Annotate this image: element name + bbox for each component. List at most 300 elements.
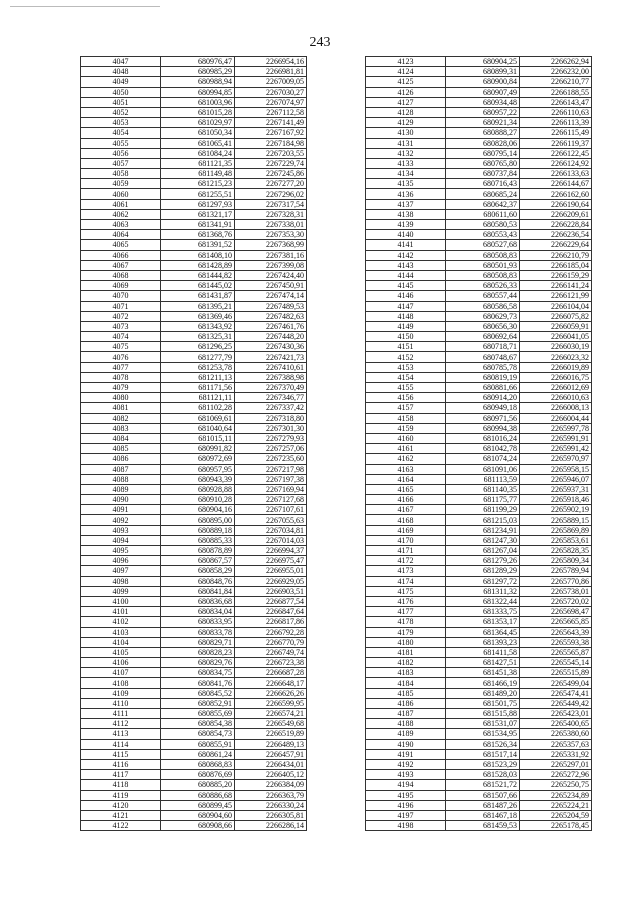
x-coordinate-cell: 681466,19 [446, 678, 520, 688]
x-coordinate-cell: 680795,14 [446, 148, 520, 158]
point-number-cell: 4162 [366, 454, 446, 464]
point-number-cell: 4068 [81, 270, 161, 280]
table-row [81, 658, 307, 668]
y-coordinate-cell: 2267461,76 [235, 321, 307, 331]
table-row [81, 332, 307, 342]
x-coordinate-cell: 681140,35 [446, 484, 520, 494]
y-coordinate-cell: 2266954,16 [235, 57, 307, 67]
point-number-cell: 4128 [366, 107, 446, 117]
y-coordinate-cell: 2265991,91 [520, 433, 592, 443]
x-coordinate-cell: 680508,83 [446, 270, 520, 280]
y-coordinate-cell: 2267197,38 [235, 474, 307, 484]
x-coordinate-cell: 680921,34 [446, 118, 520, 128]
y-coordinate-cell: 2266143,47 [520, 97, 592, 107]
y-coordinate-cell: 2267346,77 [235, 393, 307, 403]
table-row [81, 607, 307, 617]
table-row [366, 729, 592, 739]
x-coordinate-cell: 680876,69 [161, 770, 235, 780]
y-coordinate-cell: 2267370,49 [235, 383, 307, 393]
table-row [81, 158, 307, 168]
table-row [81, 637, 307, 647]
x-coordinate-cell: 680629,73 [446, 311, 520, 321]
page-number: 243 [309, 35, 331, 50]
y-coordinate-cell: 2267317,54 [235, 199, 307, 209]
x-coordinate-cell: 681487,26 [446, 800, 520, 810]
y-coordinate-cell: 2266229,64 [520, 240, 592, 250]
x-coordinate-cell: 681121,11 [161, 393, 235, 403]
point-number-cell: 4105 [81, 647, 161, 657]
table-row [81, 301, 307, 311]
x-coordinate-cell: 680855,91 [161, 739, 235, 749]
table-row [366, 169, 592, 179]
table-row [366, 688, 592, 698]
scan-edge-line [10, 6, 160, 7]
y-coordinate-cell: 2267410,61 [235, 362, 307, 372]
y-coordinate-cell: 2267489,53 [235, 301, 307, 311]
table-row [81, 118, 307, 128]
table-row [366, 637, 592, 647]
table-row [81, 688, 307, 698]
coordinates-table-right [365, 56, 592, 831]
x-coordinate-cell: 680834,75 [161, 668, 235, 678]
x-coordinate-cell: 681322,44 [446, 596, 520, 606]
point-number-cell: 4189 [366, 729, 446, 739]
x-coordinate-cell: 681091,06 [446, 464, 520, 474]
x-coordinate-cell: 680991,82 [161, 444, 235, 454]
point-number-cell: 4150 [366, 332, 446, 342]
point-number-cell: 4158 [366, 413, 446, 423]
table-row [81, 179, 307, 189]
table-row [81, 433, 307, 443]
x-coordinate-cell: 680904,16 [161, 505, 235, 515]
y-coordinate-cell: 2266687,28 [235, 668, 307, 678]
table-row [366, 97, 592, 107]
point-number-cell: 4169 [366, 525, 446, 535]
x-coordinate-cell: 680855,69 [161, 709, 235, 719]
point-number-cell: 4140 [366, 230, 446, 240]
x-coordinate-cell: 681175,77 [446, 495, 520, 505]
table-row [81, 464, 307, 474]
x-coordinate-cell: 681369,46 [161, 311, 235, 321]
point-number-cell: 4176 [366, 596, 446, 606]
point-number-cell: 4066 [81, 250, 161, 260]
y-coordinate-cell: 2265738,01 [520, 586, 592, 596]
point-number-cell: 4119 [81, 790, 161, 800]
y-coordinate-cell: 2267381,16 [235, 250, 307, 260]
point-number-cell: 4106 [81, 658, 161, 668]
y-coordinate-cell: 2267368,99 [235, 240, 307, 250]
point-number-cell: 4139 [366, 220, 446, 230]
table-row [366, 77, 592, 87]
x-coordinate-cell: 680861,24 [161, 749, 235, 759]
table-row [366, 678, 592, 688]
x-coordinate-cell: 681451,38 [446, 668, 520, 678]
point-number-cell: 4136 [366, 189, 446, 199]
point-number-cell: 4155 [366, 383, 446, 393]
table-row [81, 423, 307, 433]
point-number-cell: 4055 [81, 138, 161, 148]
point-number-cell: 4101 [81, 607, 161, 617]
y-coordinate-cell: 2266110,63 [520, 107, 592, 117]
table-row [81, 311, 307, 321]
y-coordinate-cell: 2267235,60 [235, 454, 307, 464]
point-number-cell: 4178 [366, 617, 446, 627]
y-coordinate-cell: 2266236,54 [520, 230, 592, 240]
x-coordinate-cell: 681501,75 [446, 698, 520, 708]
table-row [81, 566, 307, 576]
table-row [366, 291, 592, 301]
point-number-cell: 4109 [81, 688, 161, 698]
table-row [81, 230, 307, 240]
y-coordinate-cell: 2266019,89 [520, 362, 592, 372]
x-coordinate-cell: 681368,76 [161, 230, 235, 240]
table-row [81, 67, 307, 77]
table-row [81, 148, 307, 158]
x-coordinate-cell: 680888,27 [446, 128, 520, 138]
x-coordinate-cell: 681515,88 [446, 709, 520, 719]
y-coordinate-cell: 2265204,59 [520, 810, 592, 820]
y-coordinate-cell: 2265970,97 [520, 454, 592, 464]
point-number-cell: 4063 [81, 220, 161, 230]
y-coordinate-cell: 2266981,81 [235, 67, 307, 77]
point-number-cell: 4087 [81, 464, 161, 474]
point-number-cell: 4127 [366, 97, 446, 107]
table-row [81, 749, 307, 759]
table-row [81, 505, 307, 515]
x-coordinate-cell: 681523,29 [446, 759, 520, 769]
table-row [366, 179, 592, 189]
x-coordinate-cell: 681353,17 [446, 617, 520, 627]
y-coordinate-cell: 2266817,86 [235, 617, 307, 627]
x-coordinate-cell: 680976,47 [161, 57, 235, 67]
table-row [81, 790, 307, 800]
y-coordinate-cell: 2267055,63 [235, 515, 307, 525]
point-number-cell: 4115 [81, 749, 161, 759]
table-row [366, 576, 592, 586]
x-coordinate-cell: 681445,02 [161, 281, 235, 291]
y-coordinate-cell: 2265918,46 [520, 495, 592, 505]
table-row [366, 444, 592, 454]
table-row [366, 158, 592, 168]
x-coordinate-cell: 680527,68 [446, 240, 520, 250]
x-coordinate-cell: 681211,13 [161, 372, 235, 382]
y-coordinate-cell: 2267450,91 [235, 281, 307, 291]
table-row [366, 148, 592, 158]
point-number-cell: 4057 [81, 158, 161, 168]
table-row [366, 790, 592, 800]
table-row [81, 199, 307, 209]
table-row [366, 250, 592, 260]
x-coordinate-cell: 680899,31 [446, 67, 520, 77]
table-row [366, 495, 592, 505]
x-coordinate-cell: 681247,30 [446, 535, 520, 545]
table-row [81, 169, 307, 179]
table-row [81, 362, 307, 372]
y-coordinate-cell: 2266877,54 [235, 596, 307, 606]
table-row [366, 464, 592, 474]
table-row [366, 403, 592, 413]
y-coordinate-cell: 2265720,02 [520, 596, 592, 606]
table-row [81, 220, 307, 230]
y-coordinate-cell: 2266286,14 [235, 821, 307, 831]
x-coordinate-cell: 681040,64 [161, 423, 235, 433]
point-number-cell: 4175 [366, 586, 446, 596]
y-coordinate-cell: 2265331,92 [520, 749, 592, 759]
y-coordinate-cell: 2266749,74 [235, 647, 307, 657]
point-number-cell: 4144 [366, 270, 446, 280]
point-number-cell: 4129 [366, 118, 446, 128]
table-row [81, 209, 307, 219]
table-row [81, 281, 307, 291]
x-coordinate-cell: 680765,80 [446, 158, 520, 168]
point-number-cell: 4090 [81, 495, 161, 505]
point-number-cell: 4088 [81, 474, 161, 484]
y-coordinate-cell: 2267245,86 [235, 169, 307, 179]
table-row [81, 240, 307, 250]
y-coordinate-cell: 2266489,13 [235, 739, 307, 749]
y-coordinate-cell: 2266994,37 [235, 546, 307, 556]
y-coordinate-cell: 2266185,04 [520, 260, 592, 270]
x-coordinate-cell: 680718,71 [446, 342, 520, 352]
y-coordinate-cell: 2266770,79 [235, 637, 307, 647]
table-row [81, 454, 307, 464]
table-row [366, 107, 592, 117]
x-coordinate-cell: 681050,34 [161, 128, 235, 138]
table-row [366, 423, 592, 433]
point-number-cell: 4185 [366, 688, 446, 698]
x-coordinate-cell: 680586,58 [446, 301, 520, 311]
y-coordinate-cell: 2267279,93 [235, 433, 307, 443]
x-coordinate-cell: 681333,75 [446, 607, 520, 617]
x-coordinate-cell: 681534,95 [446, 729, 520, 739]
y-coordinate-cell: 2266405,12 [235, 770, 307, 780]
y-coordinate-cell: 2265946,07 [520, 474, 592, 484]
x-coordinate-cell: 680611,60 [446, 209, 520, 219]
x-coordinate-cell: 681029,97 [161, 118, 235, 128]
point-number-cell: 4102 [81, 617, 161, 627]
table-row [366, 220, 592, 230]
y-coordinate-cell: 2267424,40 [235, 270, 307, 280]
point-number-cell: 4076 [81, 352, 161, 362]
x-coordinate-cell: 680957,95 [161, 464, 235, 474]
table-row [366, 138, 592, 148]
y-coordinate-cell: 2267112,58 [235, 107, 307, 117]
table-row [81, 678, 307, 688]
x-coordinate-cell: 681489,20 [446, 688, 520, 698]
table-row [366, 57, 592, 67]
point-number-cell: 4135 [366, 179, 446, 189]
x-coordinate-cell: 680852,91 [161, 698, 235, 708]
x-coordinate-cell: 680829,71 [161, 637, 235, 647]
table-row [81, 107, 307, 117]
table-row [81, 770, 307, 780]
point-number-cell: 4122 [81, 821, 161, 831]
x-coordinate-cell: 681431,87 [161, 291, 235, 301]
x-coordinate-cell: 680848,76 [161, 576, 235, 586]
y-coordinate-cell: 2265474,41 [520, 688, 592, 698]
x-coordinate-cell: 681521,72 [446, 780, 520, 790]
point-number-cell: 4166 [366, 495, 446, 505]
y-coordinate-cell: 2267169,94 [235, 484, 307, 494]
x-coordinate-cell: 681297,72 [446, 576, 520, 586]
point-number-cell: 4198 [366, 821, 446, 831]
y-coordinate-cell: 2266023,32 [520, 352, 592, 362]
y-coordinate-cell: 2265958,15 [520, 464, 592, 474]
point-number-cell: 4164 [366, 474, 446, 484]
x-coordinate-cell: 680889,18 [161, 525, 235, 535]
point-number-cell: 4195 [366, 790, 446, 800]
point-number-cell: 4168 [366, 515, 446, 525]
y-coordinate-cell: 2265545,14 [520, 658, 592, 668]
x-coordinate-cell: 680934,48 [446, 97, 520, 107]
y-coordinate-cell: 2267338,01 [235, 220, 307, 230]
table-row [366, 118, 592, 128]
x-coordinate-cell: 680957,22 [446, 107, 520, 117]
y-coordinate-cell: 2265499,04 [520, 678, 592, 688]
y-coordinate-cell: 2267318,80 [235, 413, 307, 423]
table-row [366, 525, 592, 535]
table-row [81, 372, 307, 382]
y-coordinate-cell: 2265991,42 [520, 444, 592, 454]
y-coordinate-cell: 2266041,05 [520, 332, 592, 342]
x-coordinate-cell: 681459,53 [446, 821, 520, 831]
table-row [366, 810, 592, 820]
point-number-cell: 4078 [81, 372, 161, 382]
x-coordinate-cell: 680858,29 [161, 566, 235, 576]
table-row [366, 780, 592, 790]
point-number-cell: 4196 [366, 800, 446, 810]
table-row [366, 311, 592, 321]
y-coordinate-cell: 2265665,85 [520, 617, 592, 627]
y-coordinate-cell: 2266975,47 [235, 556, 307, 566]
table-row [81, 617, 307, 627]
point-number-cell: 4053 [81, 118, 161, 128]
y-coordinate-cell: 2266010,63 [520, 393, 592, 403]
point-number-cell: 4121 [81, 810, 161, 820]
table-row [81, 97, 307, 107]
point-number-cell: 4096 [81, 556, 161, 566]
table-row [81, 250, 307, 260]
y-coordinate-cell: 2265889,15 [520, 515, 592, 525]
x-coordinate-cell: 681015,28 [161, 107, 235, 117]
x-coordinate-cell: 680557,44 [446, 291, 520, 301]
x-coordinate-cell: 681234,91 [446, 525, 520, 535]
table-row [81, 546, 307, 556]
y-coordinate-cell: 2265178,45 [520, 821, 592, 831]
y-coordinate-cell: 2267074,97 [235, 97, 307, 107]
point-number-cell: 4188 [366, 719, 446, 729]
table-row [366, 596, 592, 606]
table-row [366, 749, 592, 759]
table-row [81, 627, 307, 637]
table-row [366, 505, 592, 515]
x-coordinate-cell: 681296,25 [161, 342, 235, 352]
table-row [81, 780, 307, 790]
coordinates-table-left [80, 56, 307, 831]
point-number-cell: 4110 [81, 698, 161, 708]
table-row [81, 393, 307, 403]
point-number-cell: 4086 [81, 454, 161, 464]
point-number-cell: 4075 [81, 342, 161, 352]
y-coordinate-cell: 2267353,30 [235, 230, 307, 240]
table-row [366, 484, 592, 494]
point-number-cell: 4190 [366, 739, 446, 749]
x-coordinate-cell: 680841,84 [161, 586, 235, 596]
table-row [366, 647, 592, 657]
point-number-cell: 4159 [366, 423, 446, 433]
table-row [81, 474, 307, 484]
point-number-cell: 4093 [81, 525, 161, 535]
y-coordinate-cell: 2267229,74 [235, 158, 307, 168]
y-coordinate-cell: 2265357,63 [520, 739, 592, 749]
point-number-cell: 4103 [81, 627, 161, 637]
x-coordinate-cell: 681074,24 [446, 454, 520, 464]
y-coordinate-cell: 2267034,81 [235, 525, 307, 535]
table-row [81, 515, 307, 525]
x-coordinate-cell: 681084,24 [161, 148, 235, 158]
table-row [81, 739, 307, 749]
x-coordinate-cell: 681215,03 [446, 515, 520, 525]
table-row [366, 199, 592, 209]
x-coordinate-cell: 680943,39 [161, 474, 235, 484]
table-row [81, 556, 307, 566]
x-coordinate-cell: 681393,23 [446, 637, 520, 647]
table-row [366, 270, 592, 280]
x-coordinate-cell: 681215,23 [161, 179, 235, 189]
table-row [366, 556, 592, 566]
point-number-cell: 4060 [81, 189, 161, 199]
x-coordinate-cell: 680828,23 [161, 647, 235, 657]
x-coordinate-cell: 680841,76 [161, 678, 235, 688]
point-number-cell: 4183 [366, 668, 446, 678]
y-coordinate-cell: 2267167,92 [235, 128, 307, 138]
point-number-cell: 4151 [366, 342, 446, 352]
point-number-cell: 4141 [366, 240, 446, 250]
x-coordinate-cell: 681408,10 [161, 250, 235, 260]
table-row [366, 321, 592, 331]
y-coordinate-cell: 2266903,51 [235, 586, 307, 596]
point-number-cell: 4194 [366, 780, 446, 790]
x-coordinate-cell: 681411,58 [446, 647, 520, 657]
point-number-cell: 4153 [366, 362, 446, 372]
point-number-cell: 4120 [81, 800, 161, 810]
y-coordinate-cell: 2267030,27 [235, 87, 307, 97]
x-coordinate-cell: 680737,84 [446, 169, 520, 179]
x-coordinate-cell: 681395,21 [161, 301, 235, 311]
x-coordinate-cell: 680716,43 [446, 179, 520, 189]
y-coordinate-cell: 2266122,45 [520, 148, 592, 158]
point-number-cell: 4134 [366, 169, 446, 179]
x-coordinate-cell: 680829,76 [161, 658, 235, 668]
point-number-cell: 4124 [366, 67, 446, 77]
table-row [81, 759, 307, 769]
point-number-cell: 4112 [81, 719, 161, 729]
y-coordinate-cell: 2267482,63 [235, 311, 307, 321]
table-row [366, 515, 592, 525]
x-coordinate-cell: 681321,17 [161, 209, 235, 219]
table-row [81, 729, 307, 739]
x-coordinate-cell: 680508,83 [446, 250, 520, 260]
y-coordinate-cell: 2265902,19 [520, 505, 592, 515]
point-number-cell: 4100 [81, 596, 161, 606]
table-row [81, 87, 307, 97]
point-number-cell: 4160 [366, 433, 446, 443]
x-coordinate-cell: 680994,38 [446, 423, 520, 433]
x-coordinate-cell: 680972,69 [161, 454, 235, 464]
y-coordinate-cell: 2265853,61 [520, 535, 592, 545]
y-coordinate-cell: 2265770,86 [520, 576, 592, 586]
y-coordinate-cell: 2267296,02 [235, 189, 307, 199]
